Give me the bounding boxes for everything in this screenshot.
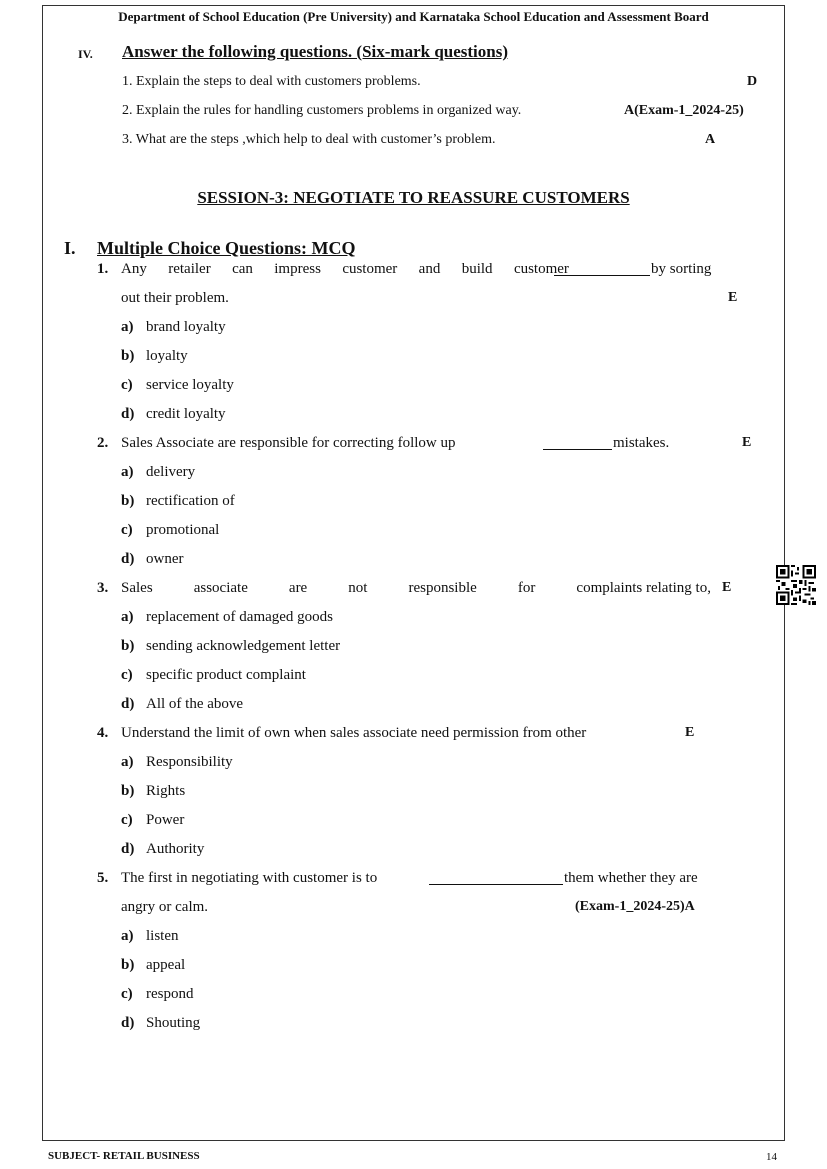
- question-1-blank: [554, 263, 650, 276]
- question-5-option-d-letter: d): [121, 1015, 135, 1031]
- footer-page-number: 14: [766, 1151, 777, 1163]
- page-header: Department of School Education (Pre University) and Karnataka School Education and Assessment Board: [118, 9, 709, 24]
- question-5-option-a-letter: a): [121, 928, 134, 944]
- question-4-option-a: Responsibility: [146, 754, 233, 770]
- question-2-option-d-letter: d): [121, 551, 135, 567]
- question-1-word: impress: [274, 261, 321, 277]
- footer-subject: SUBJECT- RETAIL BUSINESS: [48, 1150, 200, 1162]
- question-5-option-a: listen: [146, 928, 179, 944]
- question-4-text: Understand the limit of own when sales associate need permission from other: [121, 725, 587, 741]
- six-mark-question-1: 1. Explain the steps to deal with customers problems.: [122, 74, 421, 89]
- question-3-tag: E: [722, 580, 732, 595]
- question-2-option-b: rectification of: [146, 493, 235, 509]
- question-3-word: for: [517, 580, 536, 596]
- question-1-word: customer: [342, 261, 398, 277]
- question-3-word: complaints relating to,: [576, 580, 711, 596]
- question-3-word: Sales: [121, 580, 153, 596]
- question-3-option-b: sending acknowledgement letter: [146, 638, 341, 654]
- question-3-option-d: All of the above: [146, 696, 244, 712]
- question-1-word: retailer: [168, 261, 211, 277]
- question-2-number: 2.: [97, 435, 109, 451]
- question-1-option-c-letter: c): [121, 377, 133, 393]
- question-4-tag: E: [685, 725, 695, 740]
- question-4-option-b: Rights: [146, 783, 186, 799]
- question-1-tag: E: [728, 290, 738, 305]
- question-3-number: 3.: [97, 580, 109, 596]
- question-3-word: are: [288, 580, 308, 596]
- question-1-after: by sorting: [651, 261, 712, 277]
- question-1-number: 1.: [97, 261, 109, 277]
- question-2-tag: E: [742, 435, 752, 450]
- question-5-before: The first in negotiating with customer is to: [121, 870, 378, 886]
- question-1-line-1: [121, 261, 569, 278]
- question-1-option-b-letter: b): [121, 348, 135, 364]
- question-5-after: them whether they are: [564, 870, 698, 886]
- question-5-option-c-letter: c): [121, 986, 133, 1002]
- question-1-option-b: loyalty: [146, 348, 188, 364]
- six-mark-question-3: 3. What are the steps ,which help to deal with customer’s problem.: [122, 132, 496, 147]
- question-2-option-c-letter: c): [121, 522, 133, 538]
- question-4-option-c-letter: c): [121, 812, 133, 828]
- mcq-heading: Multiple Choice Questions: MCQ: [97, 238, 356, 258]
- question-4-option-d: Authority: [146, 841, 205, 857]
- question-2-option-b-letter: b): [121, 493, 135, 509]
- question-3-option-b-letter: b): [121, 638, 135, 654]
- question-3-option-d-letter: d): [121, 696, 135, 712]
- question-3-word: responsible: [408, 580, 477, 596]
- six-mark-heading: Answer the following questions. (Six-mark questions): [122, 42, 509, 61]
- mcq-roman: I.: [64, 238, 76, 258]
- question-5-line-2: angry or calm.: [121, 899, 209, 915]
- question-3-line: [121, 580, 711, 597]
- question-3-option-a-letter: a): [121, 609, 134, 625]
- six-mark-roman: IV.: [78, 47, 93, 61]
- question-1-option-a: brand loyalty: [146, 319, 226, 335]
- question-4-option-c: Power: [146, 812, 185, 828]
- question-1-word: customer: [513, 261, 569, 277]
- six-mark-tag-3: A: [705, 132, 716, 147]
- question-1-word: Any: [121, 261, 147, 277]
- question-1-option-a-letter: a): [121, 319, 134, 335]
- question-5-option-c: respond: [146, 986, 194, 1002]
- question-5-option-b: appeal: [146, 957, 186, 973]
- question-5-number: 5.: [97, 870, 109, 886]
- question-1-option-c: service loyalty: [146, 377, 234, 393]
- question-1-word: can: [232, 261, 253, 277]
- question-2-option-d: owner: [146, 551, 184, 567]
- question-1-line-2: out their problem.: [121, 290, 229, 306]
- question-4-option-d-letter: d): [121, 841, 135, 857]
- question-1-option-d-letter: d): [121, 406, 135, 422]
- question-3-word: not: [348, 580, 368, 596]
- question-1-option-d: credit loyalty: [146, 406, 226, 422]
- question-2-blank: [543, 437, 612, 450]
- question-5-option-d: Shouting: [146, 1015, 201, 1031]
- question-3-option-c-letter: c): [121, 667, 133, 683]
- question-4-option-b-letter: b): [121, 783, 135, 799]
- session-title: SESSION-3: NEGOTIATE TO REASSURE CUSTOMERS: [197, 188, 630, 207]
- question-1-word: and: [418, 261, 441, 277]
- question-2-before: Sales Associate are responsible for correcting follow up: [121, 435, 456, 451]
- question-5-option-b-letter: b): [121, 957, 135, 973]
- question-3-option-a: replacement of damaged goods: [146, 609, 334, 625]
- question-3-word: associate: [193, 580, 248, 596]
- question-2-after: mistakes.: [613, 435, 670, 451]
- six-mark-tag-2: A(Exam-1_2024-25): [624, 103, 744, 118]
- question-2-option-c: promotional: [146, 522, 220, 538]
- question-2-option-a: delivery: [146, 464, 196, 480]
- six-mark-tag-1: D: [747, 74, 758, 89]
- question-1-word: build: [461, 261, 493, 277]
- question-3-option-c: specific product complaint: [146, 667, 306, 683]
- question-4-number: 4.: [97, 725, 109, 741]
- six-mark-question-2: 2. Explain the rules for handling customers problems in organized way.: [122, 103, 522, 118]
- question-2-option-a-letter: a): [121, 464, 134, 480]
- question-5-tag: (Exam-1_2024-25)A: [575, 899, 695, 914]
- question-5-blank: [429, 872, 563, 885]
- question-4-option-a-letter: a): [121, 754, 134, 770]
- qr-code-icon: [776, 565, 816, 605]
